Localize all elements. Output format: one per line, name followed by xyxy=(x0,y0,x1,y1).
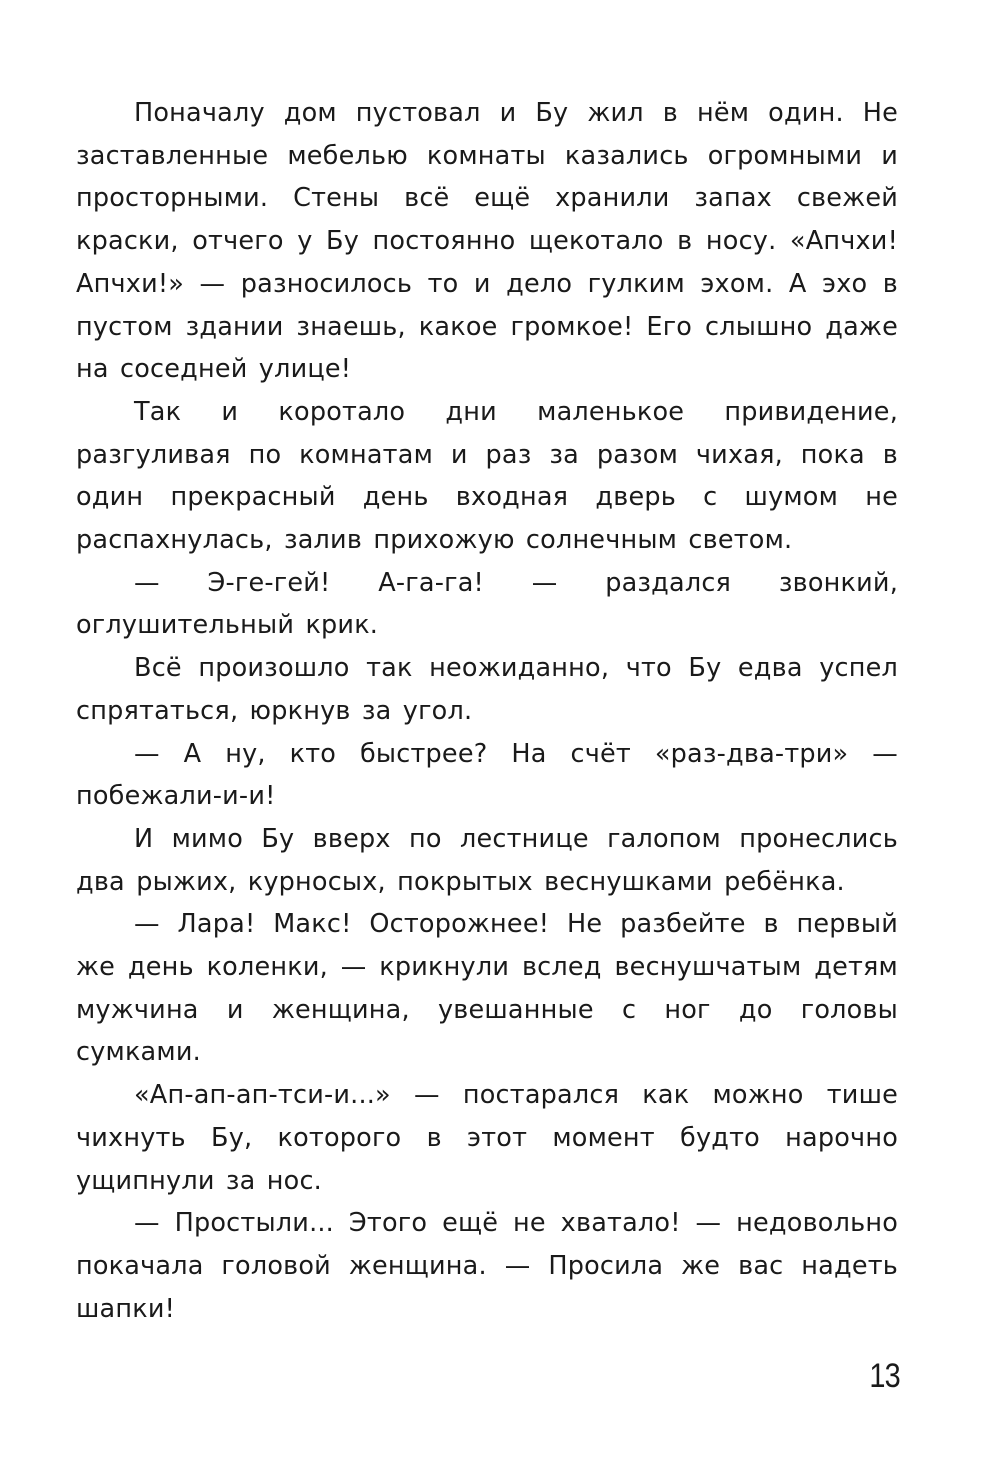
paragraph-7: — Лара! Макс! Осторожнее! Не разбейте в первый же день коленки, — крикнули вслед веснушчатым детям мужчина и женщина, увешанные с ног до головы сумками. xyxy=(76,909,898,1068)
paragraph-8: «Ап-ап-ап-тси-и...» — постарался как можно тише чихнуть Бу, которого в этот момент будто нарочно ущипнули за нос. xyxy=(76,1080,898,1196)
page-number: 13 xyxy=(869,1357,900,1395)
paragraph-2: Так и коротало дни маленькое привидение, разгуливая по комнатам и раз за разом чихая, пока в один прекрасный день входная дверь с шумом не распахнулась, залив прихожую солнечным светом. xyxy=(76,396,898,556)
paragraph-3: — Э-ге-гей! А-га-га! — раздался звонкий, оглушительный крик. xyxy=(76,567,898,641)
paragraph-1: Поначалу дом пустовал и Бу жил в нём один. Не заставленные мебелью комнаты казались огромными и просторными. Стены всё ещё хранили запах свежей краски, отчего у Бу постоянно щекотало в носу. «Апчхи! Апчхи!» — разносилось то и дело гулким эхом. А эхо в пустом здании знаешь, какое громкое! Его слышно даже на соседней улице! xyxy=(76,98,898,385)
page-body xyxy=(76,92,898,1330)
paragraph-4: Всё произошло так неожиданно, что Бу едва успел спрятаться, юркнув за угол. xyxy=(76,653,898,726)
paragraph-6: И мимо Бу вверх по лестнице галопом пронеслись два рыжих, курносых, покрытых веснушками ребёнка. xyxy=(76,823,898,897)
paragraph-9: — Простыли... Этого ещё не хватало! — недовольно покачала головой женщина. — Просила же вас надеть шапки! xyxy=(76,1208,898,1324)
paragraph-5: — А ну, кто быстрее? На счёт «раз-два-три» — побежали-и-и! xyxy=(76,738,898,812)
